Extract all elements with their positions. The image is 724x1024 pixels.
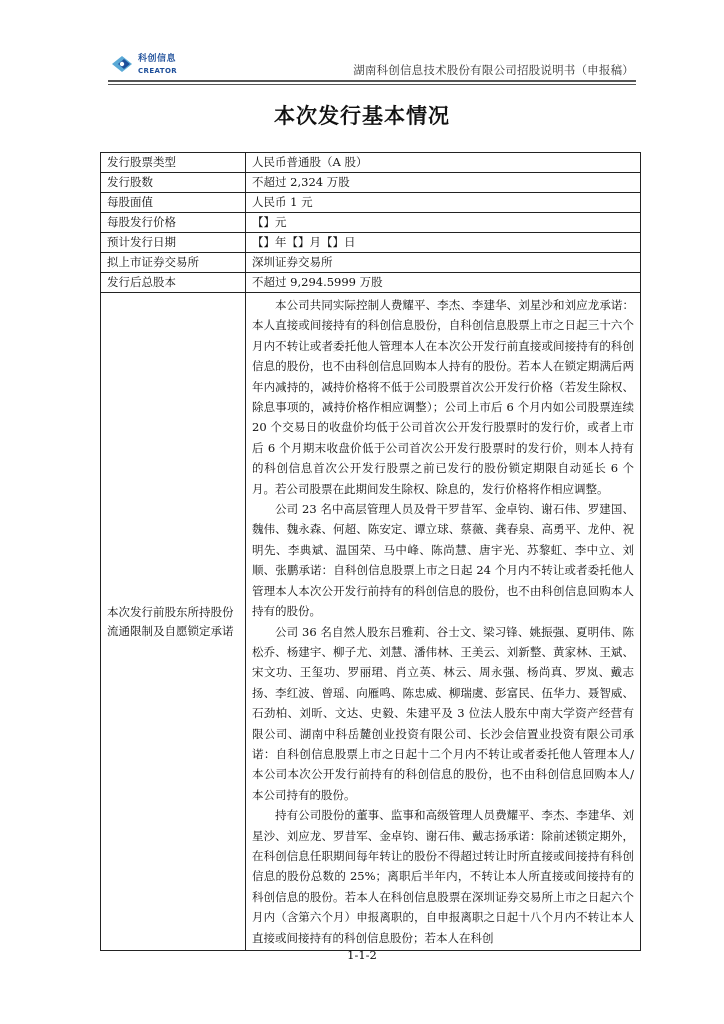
logo-name-cn: 科创信息 bbox=[138, 54, 177, 64]
table-row bbox=[101, 253, 641, 273]
header-rule-thin bbox=[108, 84, 636, 85]
row-label: 每股面值 bbox=[101, 193, 246, 213]
commitment-paragraph: 本公司共同实际控制人费耀平、李杰、李建华、刘星沙和刘应龙承诺：本人直接或间接持有的科创信息股份，自科创信息股票上市之日起三十六个月内不转让或者委托他人管理本人在本次公开发行前直接或间接持有的科创信息的股份，也不由科创信息回购本人持有的股份。若本人在锁定期满后两年内减持的，减持价格将不低于公司股票首次公开发行价格（若发生除权、除息事项的，减持价格作相应调整）；公司上市后 6 个月内如公司股票连续 20 个交易日的收盘价均低于公司首次公开发行股票时的发行价，或者上市后 6 个月期末收盘价低于公司首次公开发行股票时的发行价，则本人持有的科创信息首次公开发行股票之前已发行的股份锁定期限自动延长 6 个月。若公司股票在此期间发生除权、除息的，发行价格将作相应调整。 bbox=[252, 298, 634, 496]
commitment-paragraph: 公司 23 名中高层管理人员及骨干罗昔军、金卓钧、谢石伟、罗建国、魏伟、魏永森、何超、陈安定、谭立球、蔡薇、龚春泉、高勇平、龙仲、祝明先、李典斌、温国荣、马中峰、陈尚慧、唐宇光、苏黎虹、李中立、刘顺、张鹏承诺：自科创信息股票上市之日起 24 个月内不转让或者委托他人管理本人本次公开发行前持有的科创信息的股份，也不由科创信息回购本人持有的股份。 bbox=[252, 502, 634, 619]
commitment-row bbox=[101, 293, 641, 951]
row-value: 人民币普通股（A 股） bbox=[246, 153, 641, 173]
table-row bbox=[101, 193, 641, 213]
table-row bbox=[101, 233, 641, 253]
logo-text bbox=[138, 54, 198, 76]
row-label: 发行股数 bbox=[101, 173, 246, 193]
row-value: 【】年【】月【】日 bbox=[246, 233, 641, 253]
document-header-title: 湖南科创信息技术股份有限公司招股说明书（申报稿） bbox=[353, 63, 634, 77]
row-value: 不超过 2,324 万股 bbox=[246, 173, 641, 193]
commitment-content bbox=[246, 293, 641, 951]
row-label: 每股发行价格 bbox=[101, 213, 246, 233]
row-label: 发行后总股本 bbox=[101, 273, 246, 293]
row-value: 深圳证券交易所 bbox=[246, 253, 641, 273]
page-number: 1-1-2 bbox=[347, 948, 377, 962]
table-row bbox=[101, 273, 641, 293]
row-value: 不超过 9,294.5999 万股 bbox=[246, 273, 641, 293]
table-row bbox=[101, 213, 641, 233]
header-rule bbox=[108, 80, 636, 82]
commitment-label: 本次发行前股东所持股份流通限制及自愿锁定承诺 bbox=[101, 293, 246, 951]
logo-name-en: CREATOR bbox=[138, 67, 178, 75]
commitment-paragraph: 公司 36 名自然人股东吕雅莉、谷士文、梁习锋、姚振强、夏明伟、陈松乔、杨建宇、柳子尤、刘慧、潘伟林、王美云、刘新整、黄家林、王斌、宋文功、王玺功、罗丽珺、肖立英、林云、周永强、杨尚真、罗岚、戴志扬、李红波、曾瑶、向雁鸣、陈忠威、柳瑞虞、彭富民、伍华力、聂智威、石劲柏、刘昕、文达、史毅、朱建平及 3 位法人股东中南大学资产经营有限公司、湖南中科岳麓创业投资有限公司、长沙会信置业投资有限公司承诺：自科创信息股票上市之日起十二个月内不转让或者委托他人管理本人/本公司本次公开发行前持有的科创信息的股份，也不由科创信息回购本人/本公司持有的股份。 bbox=[252, 624, 634, 802]
row-label: 预计发行日期 bbox=[101, 233, 246, 253]
row-value: 【】元 bbox=[246, 213, 641, 233]
issuance-info-table bbox=[100, 152, 641, 951]
row-value: 人民币 1 元 bbox=[246, 193, 641, 213]
row-label: 拟上市证券交易所 bbox=[101, 253, 246, 273]
row-label: 发行股票类型 bbox=[101, 153, 246, 173]
table-row bbox=[101, 153, 641, 173]
commitment-paragraph: 持有公司股份的董事、监事和高级管理人员费耀平、李杰、李建华、刘星沙、刘应龙、罗昔军、金卓钧、谢石伟、戴志扬承诺：除前述锁定期外，在科创信息任职期间每年转让的股份不得超过转让时所直接或间接持有科创信息的股份总数的 25%；离职后半年内，不转让本人所直接或间接持有的科创信息的股份。若本人在科创信息股票在深圳证券交易所上市之日起六个月内（含第六个月）申报离职的，自申报离职之日起十八个月内不转让本人直接或间接持有的科创信息股份；若本人在科创 bbox=[252, 808, 634, 945]
page-title: 本次发行基本情况 bbox=[274, 104, 450, 128]
table-row bbox=[101, 173, 641, 193]
